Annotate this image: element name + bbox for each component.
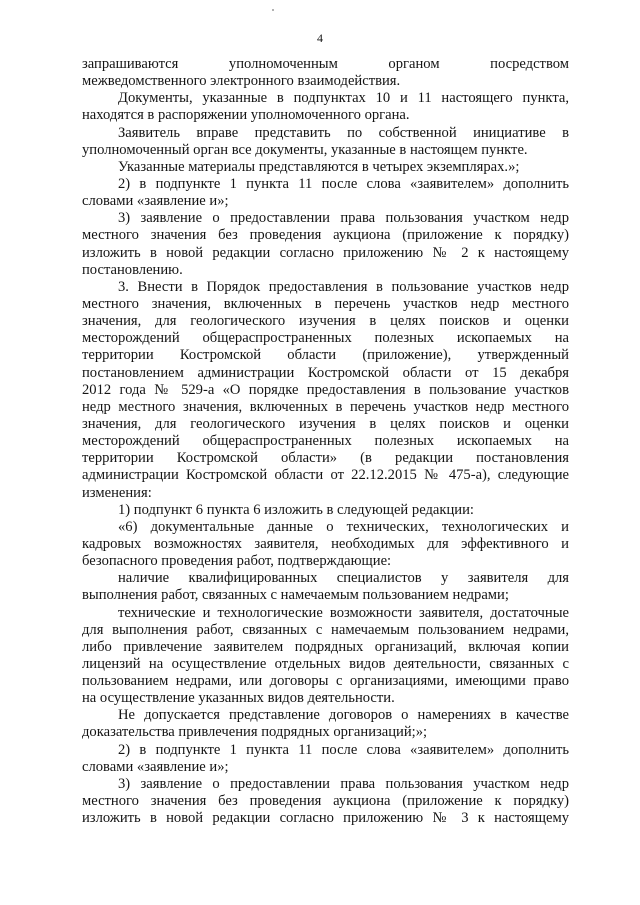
text-line: Указанные материалы представляются в четырех экземплярах.»; [118, 158, 520, 175]
text-line: лицензий на осуществление отдельных видов деятельности, связанных с [82, 655, 569, 672]
text-line: местного значения, включенных в перечень участков недр местного [82, 295, 569, 312]
text-line: территории Костромской области (приложение), утвержденный [82, 347, 569, 364]
text-line: изложить в новой редакции согласно приложению № 2 к настоящему [82, 244, 569, 261]
paragraph [82, 776, 569, 827]
text-line: изменения: [82, 484, 152, 501]
paragraph [82, 519, 569, 570]
text-line: словами «заявление и»; [82, 758, 229, 775]
text-line: 1) подпункт 6 пункта 6 изложить в следующей редакции: [118, 501, 474, 518]
text-line: 2) в подпункте 1 пункта 11 после слова «заявителем» дополнить [118, 741, 569, 758]
text-line: местного значения без проведения аукциона (приложение к порядку) [82, 793, 569, 810]
text-line: Документы, указанные в подпунктах 10 и 11 настоящего пункта, [118, 90, 569, 107]
paragraph [82, 707, 569, 741]
text-line: технические и технологические возможности заявителя, достаточные [118, 604, 569, 621]
paragraph [82, 159, 569, 176]
text-line: 3) заявление о предоставлении права пользования участком недр [118, 210, 569, 227]
text-line: администрации Костромской области от 22.12.2015 № 475-а), следующие [82, 467, 569, 484]
text-line: 2) в подпункте 1 пункта 11 после слова «заявителем» дополнить [118, 175, 569, 192]
text-line: 3) заявление о предоставлении права пользования участком недр [118, 775, 569, 792]
text-line: Заявитель вправе представить по собственной инициативе в [118, 124, 569, 141]
text-line: постановлением администрации Костромской области от 15 декабря [82, 364, 569, 381]
text-line: месторождений общераспространенных полезных ископаемых на [82, 330, 569, 347]
text-line: межведомственного электронного взаимодействия. [82, 73, 401, 90]
paragraph [82, 279, 569, 502]
paragraph [82, 210, 569, 279]
text-line: словами «заявление и»; [82, 193, 229, 210]
text-line: либо привлечение заявителем подрядных организаций, включая копии [82, 638, 569, 655]
page-number: 4 [317, 31, 323, 45]
text-line: наличие квалифицированных специалистов у заявителя для [118, 570, 569, 587]
text-line: территории Костромской области» (в редакции постановления [82, 450, 569, 467]
paragraph [82, 125, 569, 159]
text-line: 3. Внести в Порядок предоставления в пользование участков недр [118, 278, 569, 295]
paragraph [82, 502, 569, 519]
text-line: кадровых возможностях заявителя, необходимых для эффективного и [82, 535, 569, 552]
text-line: значения, для геологического изучения в целях поисков и оценки [82, 415, 569, 432]
text-line: недр местного значения, включенных в перечень участков недр местного [82, 398, 569, 415]
paragraph [82, 605, 569, 708]
text-line: изложить в новой редакции согласно приложению № 3 к настоящему [82, 810, 569, 827]
paragraph [82, 90, 569, 124]
text-line: значения, для геологического изучения в целях поисков и оценки [82, 313, 569, 330]
text-line: «6) документальные данные о технических, технологических и [118, 518, 569, 535]
text-line: для выполнения работ, связанных с намечаемым пользованием недрами, [82, 621, 569, 638]
paragraph [82, 742, 569, 776]
scan-dot [272, 9, 274, 11]
text-line: 2012 года № 529-а «О порядке предоставления в пользование участков [82, 381, 569, 398]
paragraph [82, 570, 569, 604]
text-line: доказательства привлечения подрядных организаций;»; [82, 724, 428, 741]
text-line: находятся в распоряжении уполномоченного органа. [82, 107, 410, 124]
text-line: безопасного проведения работ, подтверждающие: [82, 553, 392, 570]
text-line: на осуществление указанных видов деятельности. [82, 690, 395, 707]
text-line: Не допускается представление договоров о намерениях в качестве [118, 707, 569, 724]
text-line: уполномоченный орган все документы, указанные в настоящем пункте. [82, 141, 528, 158]
text-line: пользованием недрами, или договоры с организациями, имеющими право [82, 673, 569, 690]
text-line: постановлению. [82, 261, 183, 278]
text-line: месторождений общераспространенных полезных ископаемых на [82, 433, 569, 450]
text-line: выполнения работ, связанных с намечаемым пользованием недрами; [82, 587, 509, 604]
text-line: запрашиваются уполномоченным органом посредством [82, 56, 569, 72]
paragraph [82, 176, 569, 210]
text-line: местного значения без проведения аукциона (приложение к порядку) [82, 227, 569, 244]
paragraph [82, 56, 569, 90]
document-body [82, 56, 569, 827]
